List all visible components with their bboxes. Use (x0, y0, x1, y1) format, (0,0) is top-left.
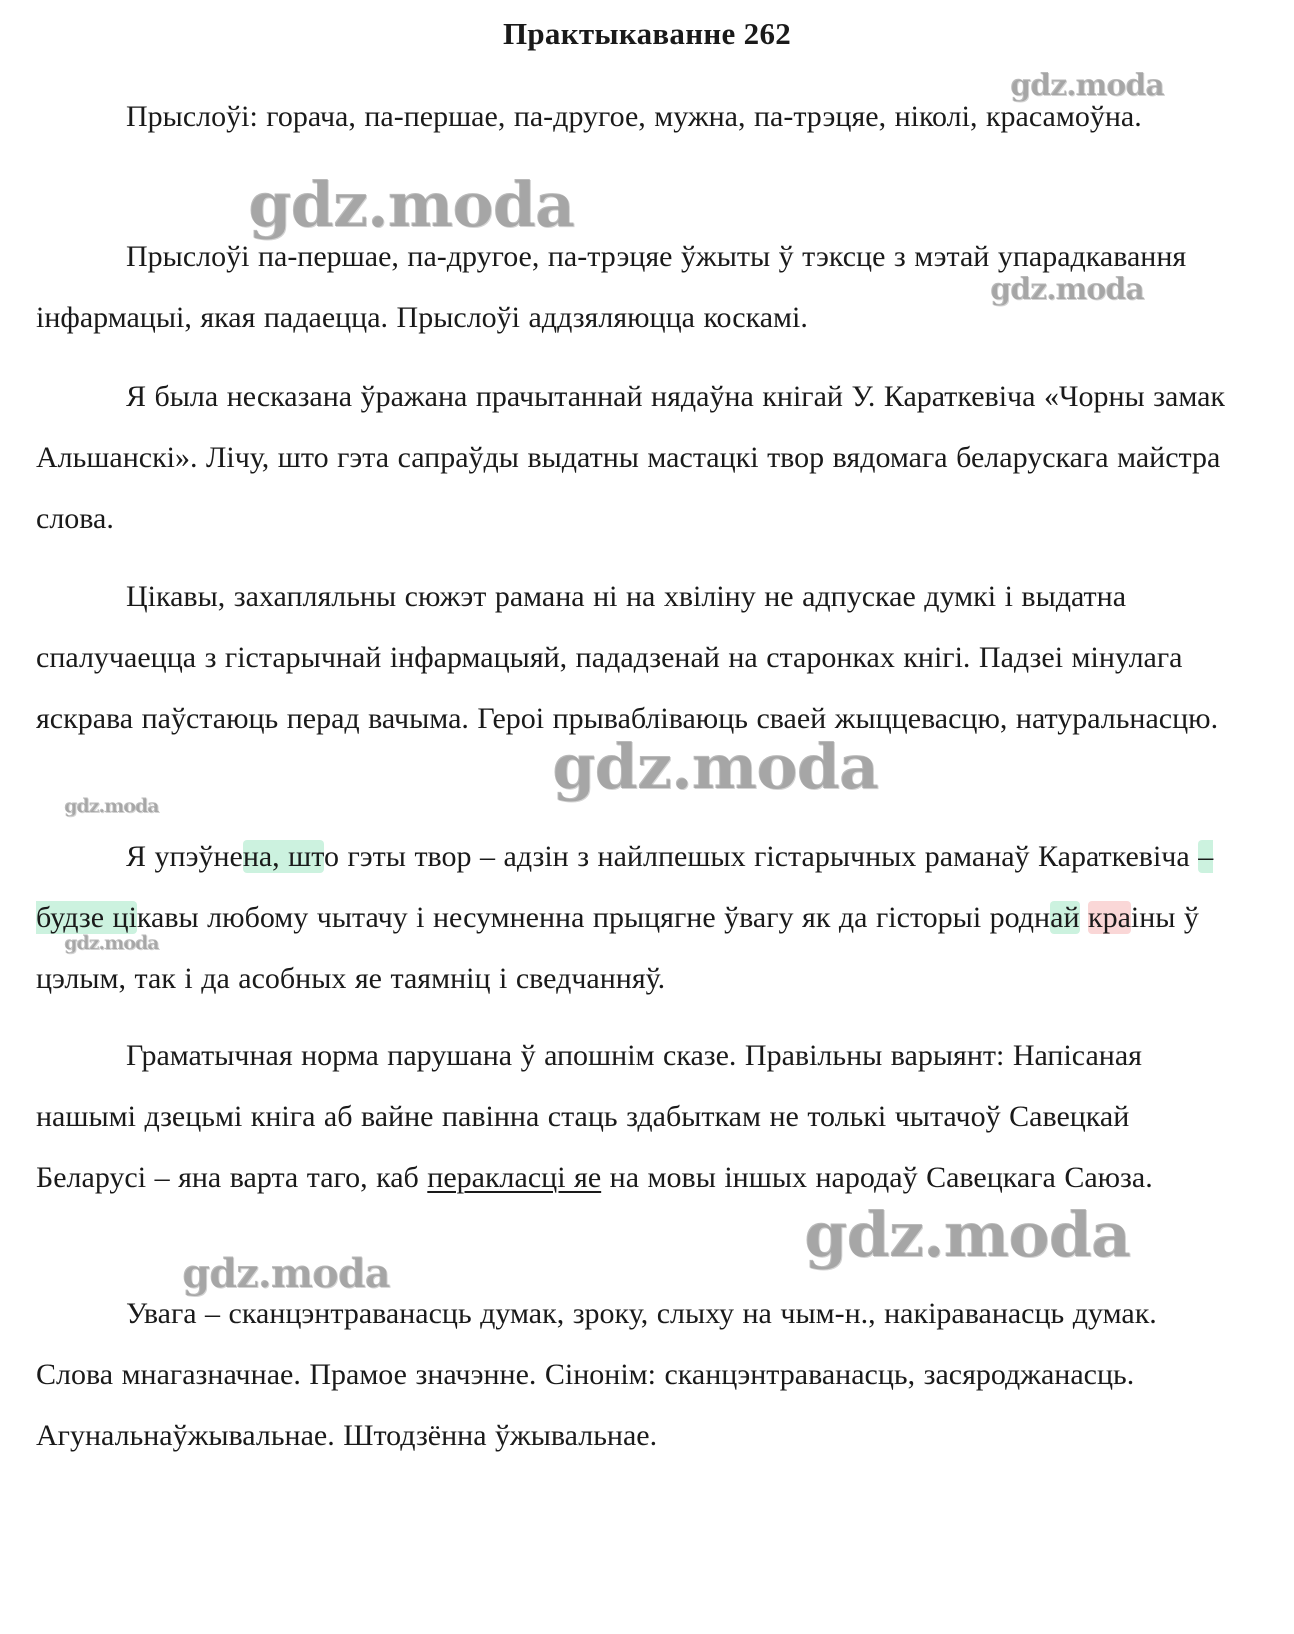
paragraph-conclusion (36, 826, 1226, 1009)
highlight-green: ай (1050, 901, 1080, 934)
highlight-green: – будзе ці (36, 840, 1214, 934)
paragraph-impression: Я была несказана ўражана прачытаннай нядаўна кнігай У. Караткевіча «Чорны замак Альшанскі». Лічу, што гэта сапраўды выдатны мастацкі твор вядомага беларускага майстра слова. (36, 380, 1225, 535)
text-run: на мовы іншых народаў Савецкага Саюза. (601, 1161, 1153, 1194)
text-run: Я упэўне (126, 840, 243, 873)
text-run: кавы любому чытачу і несумненна прыцягне ўвагу як да гісторыі родн (136, 901, 1051, 934)
paragraph-word-analysis: Увага – сканцэнтраванасць думак, зроку, слыху на чым-н., накіраванасць думак. Слова мнагазначнае. Прамое значэнне. Сінонім: сканцэнтраванасць, засяроджанасць. Агунальнаўжывальнае. Штодзённа ўжывальнае. (36, 1297, 1157, 1452)
watermark-logo: gdz.moda (552, 730, 878, 803)
watermark-logo: gdz.moda (804, 1198, 1130, 1271)
paragraph-grammar-norm (36, 1025, 1226, 1208)
watermark-logo: gdz.moda (990, 272, 1144, 307)
paragraph-adverbs-list: Прыслоўі: горача, па-першае, па-другое, мужна, па-трэцяе, ніколі, красамоўна. (126, 100, 1142, 133)
page-title: Практыкаванне 262 (502, 16, 792, 51)
highlight-green: на, шт (242, 840, 324, 873)
underlined-phrase: перакласці яе (427, 1161, 602, 1194)
paragraph-adverbs-usage: Прыслоўі па-першае, па-другое, па-трэцяе ўжыты ў тэксце з мэтай упарадкавання інфармацыі, якая падаецца. Прыслоўі аддзяляюцца коскамі. (36, 240, 1187, 334)
text-run: о гэты твор – адзін з найлпешых гістарычных раманаў Караткевіча (324, 840, 1199, 873)
text-run: іны ў цэлым, так і да асобных яе таямніц і сведчанняў. (36, 901, 1199, 995)
watermark-logo: gdz.moda (64, 932, 159, 954)
watermark-logo: gdz.moda (1010, 68, 1164, 103)
text-run (1080, 901, 1089, 934)
watermark-logo: gdz.moda (182, 1250, 390, 1297)
watermark-logo: gdz.moda (64, 795, 159, 817)
watermark-logo: gdz.moda (248, 168, 574, 241)
text-run: Граматычная норма парушана ў апошнім сказе. Правільны варыянт: Напісаная нашымі дзецьмі кніга аб вайне павінна стаць здабыткам не толькі чытачоў Савецкай Беларусі – яна варта таго, каб (36, 1039, 1142, 1194)
paragraph-plot: Цікавы, захапляльны сюжэт рамана ні на хвіліну не адпускае думкі і выдатна спалучаецца з гістарычнай інфармацыяй, пададзенай на старонках кнігі. Падзеі мінулага яскрава паўстаюць перад вачыма. Героі прываблiваюць сваей жыццевасцю, натуральнасцю. (36, 580, 1219, 735)
highlight-red: кра (1088, 901, 1131, 934)
